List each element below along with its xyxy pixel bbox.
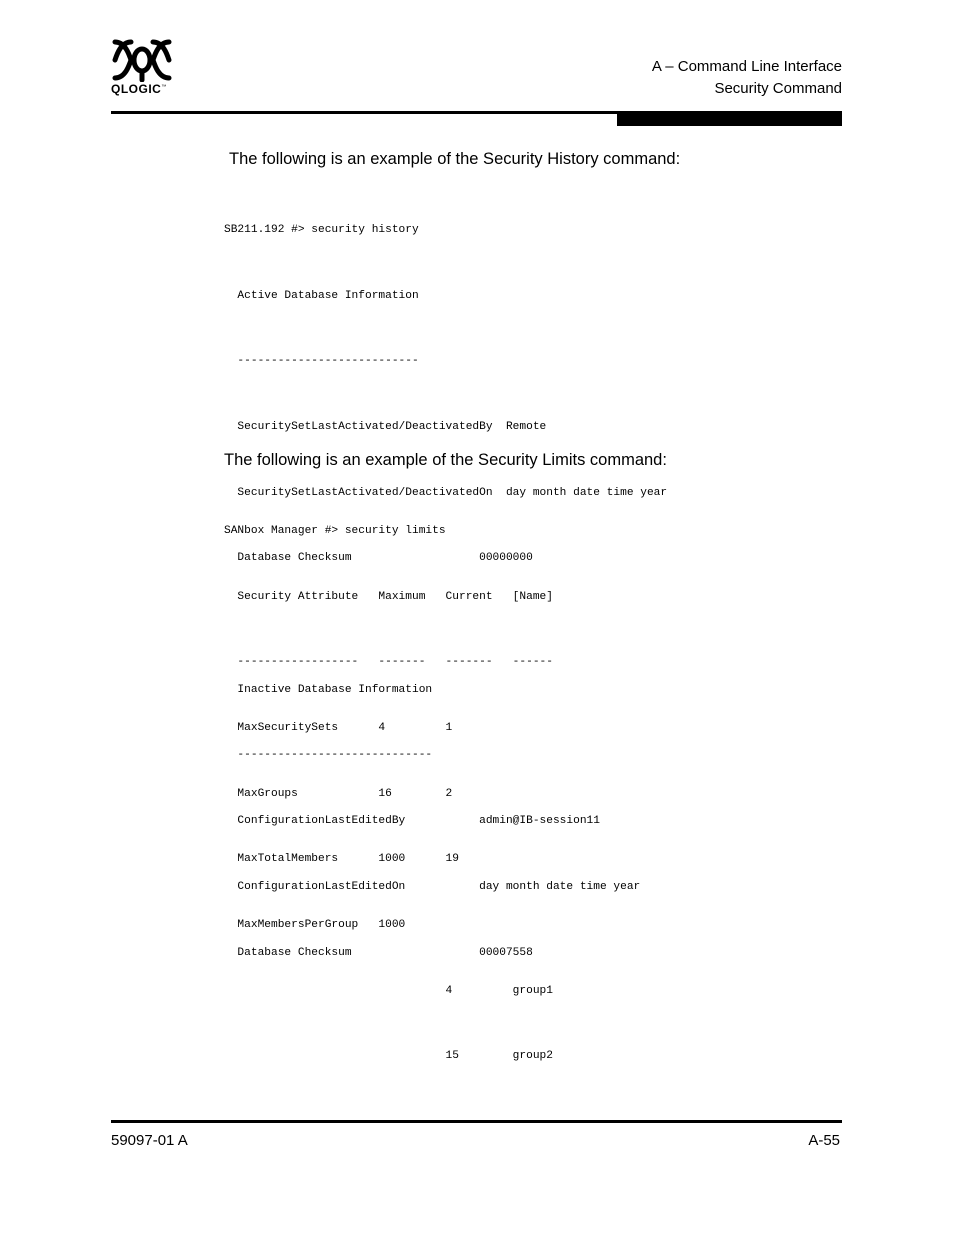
code-line: SecuritySetLastActivated/DeactivatedBy Remote <box>224 420 547 433</box>
code-line: Active Database Information <box>224 289 419 302</box>
code-line: MaxGroups 16 2 <box>224 787 453 800</box>
code-line: SANbox Manager #> security limits <box>224 524 446 537</box>
qlogic-logo-icon <box>111 38 173 82</box>
limits-code-block <box>224 477 553 1112</box>
code-line: ------------------ ------- ------- ------ <box>224 656 553 669</box>
code-line: MaxMembersPerGroup 1000 <box>224 919 406 932</box>
footer-doc-number: 59097-01 A <box>111 1132 188 1149</box>
code-line: Security Attribute Maximum Current [Name] <box>224 590 553 603</box>
code-line: SB211.192 #> security history <box>224 223 419 236</box>
code-line: MaxSecuritySets 4 1 <box>224 721 453 734</box>
code-line: ConfigurationLastEditedOn day month date time year <box>224 880 641 893</box>
history-intro-paragraph: The following is an example of the Security History command: <box>229 150 681 168</box>
logo-trademark: ™ <box>161 84 167 90</box>
logo-wordmark <box>111 82 167 96</box>
limits-intro-paragraph: The following is an example of the Security Limits command: <box>224 451 667 469</box>
code-line: SecuritySetLastActivated/DeactivatedOn day month date time year <box>224 486 668 499</box>
qlogic-logo <box>111 38 177 100</box>
code-line: --------------------------- <box>224 355 419 368</box>
code-line: MaxTotalMembers 1000 19 <box>224 853 459 866</box>
header-topic-title: Security Command <box>714 80 842 97</box>
code-line: Database Checksum 00007558 <box>224 946 533 959</box>
code-line: 4 group1 <box>224 984 553 997</box>
logo-wordmark-text: QLOGIC <box>111 82 162 96</box>
code-line: Inactive Database Information <box>224 683 433 696</box>
code-line: ConfigurationLastEditedBy admin@IB-session11 <box>224 815 600 828</box>
footer-page-number: A-55 <box>808 1132 840 1149</box>
header-tab-bar <box>617 111 842 126</box>
code-line: Database Checksum 00000000 <box>224 552 533 565</box>
footer-rule <box>111 1120 842 1123</box>
code-line: ----------------------------- <box>224 749 433 762</box>
header-section-title: A – Command Line Interface <box>651 58 842 75</box>
code-line: 15 group2 <box>224 1050 553 1063</box>
